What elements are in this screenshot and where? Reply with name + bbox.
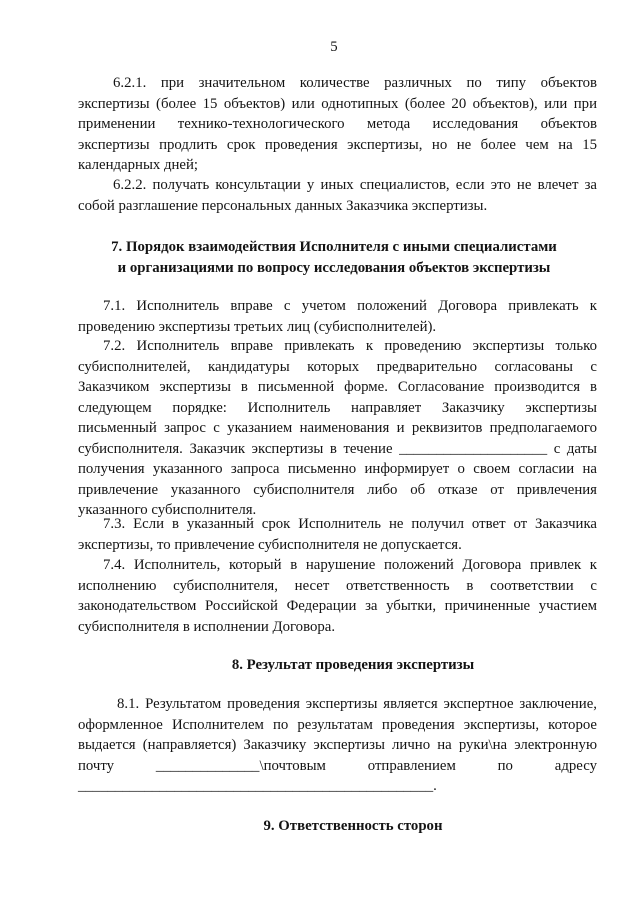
clause-line: оформленное Исполнителем по результатам проведения экспертизы, которое: [78, 716, 597, 733]
section-9-heading: [78, 816, 597, 837]
clause-line: 8.1. Результатом проведения экспертизы является экспертное заключение,: [117, 696, 597, 712]
clause-line: 7.2. Исполнитель вправе привлекать к проведению экспертизы только: [103, 338, 597, 354]
clause-line: субисполнителя в исполнении Договора.: [78, 618, 336, 635]
clause-line: 7.1. Исполнитель вправе с учетом положений Договора привлекать к: [103, 298, 597, 314]
clause-line: экспертизы, то привлечение субисполнителя не допускается.: [78, 536, 462, 553]
section-8-heading: [78, 655, 597, 676]
clause-line: указанного субисполнителя.: [78, 502, 257, 518]
clause-line: экспертизы продлить срок проведения экспертизы, но не более чем на 15: [78, 136, 597, 153]
clause-line: следующем порядке: Исполнитель направляет Заказчику экспертизы: [78, 399, 597, 416]
page-number: 5: [330, 39, 338, 55]
clause-6-2-1: [78, 73, 597, 176]
heading-line: 7. Порядок взаимодействия Исполнителя с иными специалистами: [111, 239, 557, 255]
clause-8-1: [78, 694, 597, 797]
clause-line: 6.2.2. получать консультации у иных специалистов, если это не влечет за: [113, 177, 597, 193]
clause-line: Заказчиком экспертизы в письменной форме. Согласование производится в: [78, 379, 597, 395]
clause-line: применении технико-технологического метода исследования объектов: [78, 116, 597, 132]
clause-7-3: [78, 514, 597, 555]
clause-line-with-blank: субисполнителя. Заказчик экспертизы в течение ____________________ с даты: [78, 440, 597, 457]
clause-line: 7.4. Исполнитель, который в нарушение положений Договора привлек к: [103, 557, 597, 573]
section-7-heading: [78, 237, 597, 278]
clause-line: выдается (направляется) Заказчику экспертизы лично на руки\на электронную: [78, 737, 597, 753]
clause-6-2-2: [78, 175, 597, 216]
clause-7-2: [78, 336, 597, 521]
clause-line: собой разглашение персональных данных Заказчика экспертизы.: [78, 197, 488, 214]
clause-line: субисполнителей, кандидатуры которых предварительно согласованы с: [78, 358, 597, 375]
clause-line: привлечение указанного субисполнителя либо об отказе от привлечения: [78, 481, 597, 498]
heading-line: 9. Ответственность сторон: [263, 818, 443, 834]
clause-line: экспертизы (более 15 объектов) или однотипных (более 20 объектов), или при: [78, 95, 597, 112]
clause-line: законодательством Российской Федерации за убытки, причиненные участием: [78, 598, 597, 614]
clause-line: получения указанного запроса письменно информирует о своем согласии на: [78, 461, 597, 477]
clause-7-1: [78, 296, 597, 337]
clause-line-with-blank: почту ______________\почтовым отправлением по адресу: [78, 757, 597, 774]
clause-line: исполнению субисполнителя, несет ответственность в соответствии с: [78, 577, 597, 594]
heading-line: и организациями по вопросу исследования объектов экспертизы: [117, 259, 551, 276]
clause-line: проведению экспертизы третьих лиц (субисполнителей).: [78, 318, 437, 335]
clause-line: письменный запрос с указанием наименования и реквизитов предполагаемого: [78, 420, 597, 436]
address-blank-line: ________________________________________________.: [78, 778, 437, 794]
clause-line: календарных дней;: [78, 157, 199, 173]
clause-line: 7.3. Если в указанный срок Исполнитель не получил ответ от Заказчика: [103, 516, 597, 532]
heading-line: 8. Результат проведения экспертизы: [231, 657, 475, 673]
clause-line: 6.2.1. при значительном количестве различных по типу объектов: [113, 75, 597, 91]
clause-7-4: [78, 555, 597, 637]
